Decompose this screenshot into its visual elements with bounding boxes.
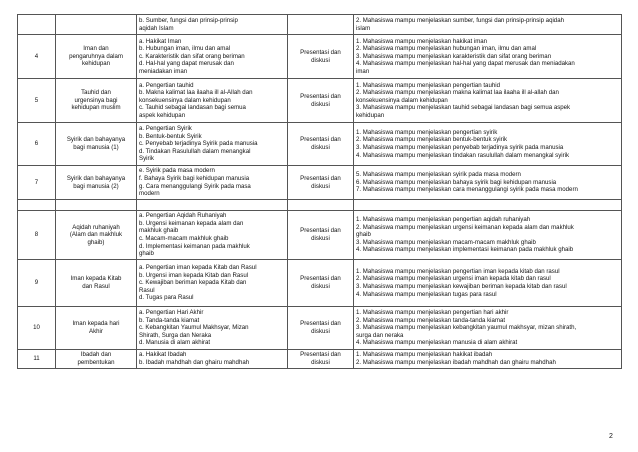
outcome-line: 1. Mahasiswa mampu menjelaskan pengertian hari akhir [356,309,509,317]
material-line: c. Penyebab terjadinya Syirik pada manusia [139,140,258,148]
outcome-line: 1. Mahasiswa mampu menjelaskan pengertian syirik [356,128,498,136]
material-line: e. Syirik pada masa modern [139,167,215,175]
outcome-line: 2. Mahasiswa mampu menjelaskan ibadah mahdhah dan ghairu mahdhah [356,359,556,366]
material-line: a. Pengertian tauhid [139,81,194,89]
material-line: b. Makna kalimat laa ilaaha ill al-Allah dan [139,89,253,97]
materials-cell [137,123,288,166]
method-cell [288,211,354,260]
row-number [18,200,56,211]
material-line: d. Implementasi keimanan pada makhluk [139,242,250,250]
topic-cell [56,15,137,35]
outcome-line: iman [356,67,370,75]
table-row [18,166,622,200]
method-line: Presentasi dan [300,48,341,56]
material-line: c. Kewajiban beriman kepada Kitab dan [139,279,247,287]
topic-line: Iman dan [83,45,109,53]
outcome-line: 1. Mahasiswa mampu menjelaskan pengertian aqidah ruhaniyah [356,216,531,224]
row-number: 4 [18,35,56,79]
syllabus-table-body [18,15,622,369]
outcome-line: 2. Mahasiswa mampu menjelaskan bentuk-bentuk syirik [356,136,508,144]
outcomes-cell [354,350,622,369]
row-number: 10 [18,307,56,350]
material-line: b. Sumber, fungsi dan prinsip-prinsip [139,16,238,24]
outcome-line: 4. Mahasiswa mampu menjelaskan tugas para rasul [356,290,497,298]
topic-cell [56,166,137,200]
material-line: f. Bahaya Syirik bagi kehidupan manusia [139,174,250,182]
material-line: d. Tugas para Rasul [139,294,194,302]
method-cell [288,79,354,123]
method-cell [288,260,354,307]
materials-cell [137,166,288,200]
topic-cell [56,307,137,350]
method-cell [288,307,354,350]
topic-line: bagi manusia (1) [73,144,119,151]
material-line: meniadakan iman [139,67,188,75]
outcome-line: 3. Mahasiswa mampu menjelaskan tauhid sebagai landasan bagi semua aspek [356,104,571,112]
row-number: 6 [18,123,56,166]
row-number [18,15,56,35]
topic-line: Iman kepada hari [72,320,120,328]
table-row [18,350,622,369]
topic-cell [56,260,137,307]
outcome-line: 5. Mahasiswa mampu menjelaskan syirik pada masa modern [356,171,521,179]
material-line: aspek kehidupan [139,111,186,119]
material-line: ghaib [139,250,154,258]
outcome-line: 2. Mahasiswa mampu menjelaskan tanda-tanda kiamat [356,316,506,324]
outcome-line: 3. Mahasiswa mampu menjelaskan kewajiban beriman kepada kitab dan rasul [356,283,567,290]
outcome-line: kehidupan [356,111,385,119]
topic-cell [56,200,137,211]
outcome-line: 2. Mahasiswa mampu menjelaskan urgensi iman kepada kitab dan rasul [356,275,551,283]
topic-line: pembentukan [77,359,115,366]
materials-cell [137,200,288,211]
topic-line: Aqidah ruhaniyah [72,223,120,231]
method-cell [288,200,354,211]
outcome-line: 2. Mahasiswa mampu menjelaskan makna kalimat laa ilaaha ill al-allah dan [356,89,559,97]
table-row [18,200,622,211]
topic-cell [56,35,137,79]
material-line: Syirik [139,155,154,163]
material-line: Rasul [139,286,155,294]
method-cell [288,123,354,166]
topic-cell [56,79,137,123]
method-line: Presentasi dan [300,136,341,144]
outcome-line: 1. Mahasiswa mampu menjelaskan hakikat ibadah [356,351,493,359]
material-line: c. Macam-macam makhluk ghaib [139,235,229,242]
material-line: c. Kebangkitan Yaumul Makhsyar, Mizan [139,324,249,332]
material-line: d. Manusia di alam akhirat [139,339,211,347]
outcome-line: 6. Mahasiswa mampu menjelaskan bahaya syirik bagi kehidupan manusia [356,178,557,186]
material-line: b. Ibadah mahdhah dan ghairu mahdhah [139,359,250,366]
method-cell [288,35,354,79]
syllabus-table [17,14,622,369]
outcome-line: ghaib [356,231,371,239]
outcome-line: surga dan neraka [356,331,404,339]
material-line: a. Pengertian Syirik [139,125,192,133]
outcome-line: 2. Mahasiswa mampu menjelaskan sumber, fungsi dan prinsip-prinsip aqidah [356,16,564,24]
material-line: c. Tauhid sebagai landasan bagi semua [139,104,246,112]
materials-cell [137,211,288,260]
method-line: Presentasi dan [300,320,341,328]
topic-line: urgensinya bagi [74,96,118,104]
row-number: 7 [18,166,56,200]
topic-line: Syirik dan bahayanya [66,136,126,144]
table-row [18,15,622,35]
row-number: 11 [18,350,56,369]
row-number: 9 [18,260,56,307]
outcome-line: 3. Mahasiswa mampu menjelaskan macam-macam makhluk ghaib [356,238,536,246]
outcome-line: 1. Mahasiswa mampu menjelaskan hakikat iman [356,37,488,45]
material-line: b. Bentuk-bentuk Syirik [139,132,202,140]
material-line: d. Tindakan Rasulullah dalam menangkal [139,147,251,155]
method-line: Presentasi dan [300,227,341,235]
method-line: diskusi [311,328,330,335]
topic-line: bagi manusia (2) [73,182,119,190]
method-line: diskusi [311,56,330,64]
method-cell [288,350,354,369]
method-line: diskusi [311,283,330,290]
material-line: b. Urgensi keimanan kepada alam dan [139,219,244,227]
row-number: 8 [18,211,56,260]
topic-line: pengaruhnya dalam [69,52,123,60]
material-line: c. Karakteristik dan sifat orang beriman [139,52,245,60]
outcome-line: 2. Mahasiswa mampu menjelaskan urgensi keimanan kepada alam dan makhluk [356,223,574,231]
materials-cell [137,307,288,350]
table-row [18,79,622,123]
method-line: Presentasi dan [300,351,341,359]
material-line: b. Hubungan iman, ilmu dan amal [139,45,231,53]
topic-cell [56,211,137,260]
outcome-line: 3. Mahasiswa mampu menjelaskan penyebab terjadinya syirik pada manusia [356,144,564,151]
material-line: a. Pengertian iman kepada Kitab dan Rasul [139,264,257,272]
topic-line: (Alam dan makhluk [69,231,123,239]
materials-cell [137,350,288,369]
outcome-line: 4. Mahasiswa mampu menjelaskan hal-hal yang dapat merusak dan meniadakan [356,60,575,68]
material-line: a. Pengertian Hari Akhir [139,309,204,317]
method-line: diskusi [311,100,330,108]
outcomes-cell [354,260,622,307]
topic-cell [56,123,137,166]
topic-line: kehidupan muslim [71,104,121,112]
material-line: Shirath, Surga dan Neraka [139,331,212,339]
material-line: makhluk ghaib [139,227,179,235]
topic-line: dan Rasul [82,283,110,290]
outcomes-cell [354,79,622,123]
material-line: aqidah Islam [139,24,174,32]
topic-line: kehidupan [81,60,111,68]
outcomes-cell [354,166,622,200]
outcomes-cell [354,35,622,79]
method-line: Presentasi dan [300,92,341,100]
outcome-line: 3. Mahasiswa mampu menjelaskan karakteristik dan sifat orang beriman [356,52,552,60]
method-line: diskusi [311,182,330,190]
topic-line: ghaib) [87,238,105,246]
outcomes-cell [354,211,622,260]
material-line: a. Hakikat Ibadah [139,351,187,359]
table-row [18,307,622,350]
outcomes-cell [354,200,622,211]
outcomes-cell [354,123,622,166]
method-cell [288,15,354,35]
row-number: 5 [18,79,56,123]
method-line: diskusi [311,144,330,151]
material-line: a. Pengertian Aqidah Ruhaniyah [139,212,227,220]
method-line: Presentasi dan [300,275,341,283]
materials-cell [137,79,288,123]
outcome-line: 4. Mahasiswa mampu menjelaskan implementasi keimanan pada makhluk ghaib [356,246,574,254]
material-line: a. Hakikat Iman [139,37,182,45]
table-row [18,123,622,166]
topic-line: Tauhid dan [81,89,111,97]
materials-cell [137,15,288,35]
method-line: diskusi [311,359,330,366]
material-line: g. Cara menanggulangi Syirik pada masa [139,182,251,190]
topic-line: Akhir [89,328,103,335]
outcome-line: 1. Mahasiswa mampu menjelaskan pengertian tauhid [356,81,500,89]
table-row [18,260,622,307]
material-line: konsekuensinya dalam kehidupan [139,96,231,104]
method-line: diskusi [311,235,330,242]
outcome-line: islam [356,24,371,32]
page-number: 2 [609,433,613,440]
outcome-line: 3. Mahasiswa mampu menjelaskan kebangkitan yaumul makhsyar, mizan shirath, [356,324,577,332]
material-line: b. Tanda-tanda kiamat [139,316,200,324]
method-cell [288,166,354,200]
topic-line: Syirik dan bahayanya [66,174,126,182]
topic-line: Iman kepada Kitab [70,275,122,283]
outcome-line: 2. Mahasiswa mampu menjelaskan hubungan iman, ilmu dan amal [356,45,537,53]
outcome-line: 7. Mahasiswa mampu menjelaskan cara menanggulangi syirik pada masa modern [356,186,578,194]
table-row [18,211,622,260]
material-line: b. Urgensi iman kepada Kitab dan Rasul [139,271,249,279]
outcome-line: konsekuensinya dalam kehidupan [356,96,448,104]
materials-cell [137,260,288,307]
material-line: modern [139,190,160,198]
materials-cell [137,35,288,79]
table-row [18,35,622,79]
outcomes-cell [354,307,622,350]
topic-cell [56,350,137,369]
material-line: d. Hal-hal yang dapat merusak dan [139,60,234,68]
outcomes-cell [354,15,622,35]
method-line: Presentasi dan [300,174,341,182]
outcome-line: 4. Mahasiswa mampu menjelaskan tindakan rasulullah dalam menangkal syirik [356,151,570,159]
outcome-line: 4. Mahasiswa mampu menjelaskan manusia di alam akhirat [356,339,518,347]
topic-line: Ibadah dan [80,351,112,359]
outcome-line: 1. Mahasiswa mampu menjelaskan pengertian iman kepada kitab dan rasul [356,267,560,275]
